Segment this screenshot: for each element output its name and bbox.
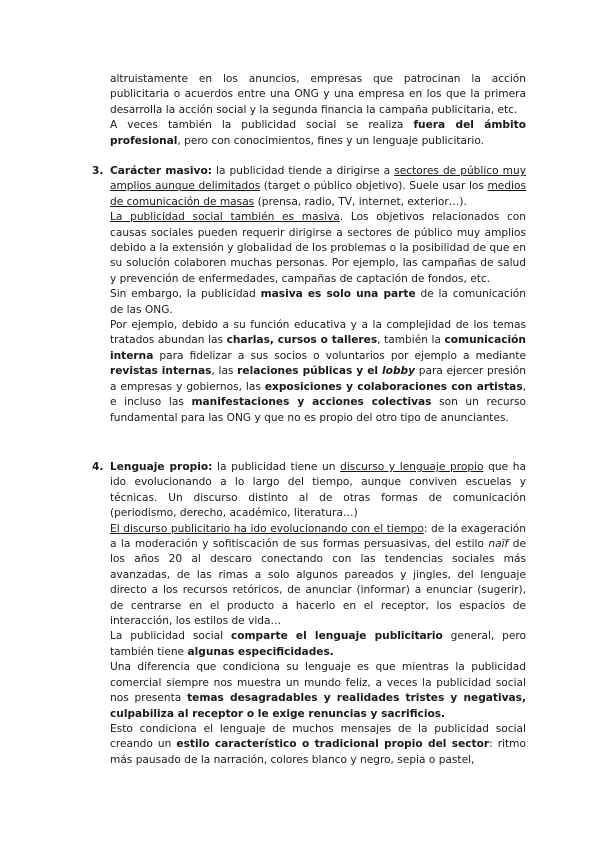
list-number-4: 4. <box>92 461 104 473</box>
list-item-3 <box>92 164 526 426</box>
item3-paragraph-1: Carácter masivo: la publicidad tiende a dirigirse a sectores de público muy amplios aunque delimitados (target o público objetivo). Suele usar los medios de comunicación de masas (prensa, radio, TV, internet, exterior…). <box>110 165 526 208</box>
item3-paragraph-4: Por ejemplo, debido a su función educativa y a la complejidad de los temas tratados abundan las charlas, cursos o talleres, también la comunicación interna para fidelizar a sus socios o voluntarios por ejemplo a mediante revistas internas, las relaciones públicas y el lobby para ejercer presión a empresas y gobiernos, las exposiciones y colaboraciones con artistas, e incluso las manifestaciones y acciones colectivas son un recurso fundamental para las ONG y que no es propio del otro tipo de anunciantes. <box>110 319 527 424</box>
list-number-3: 3. <box>92 165 104 177</box>
intro-paragraph-1: altruistamente en los anuncios, empresas que patrocinan la acción publicitaria o acuerdos entre una ONG y una empresa en los que la primera desarrolla la acción social y la segunda financia la campaña publicitaria, etc. <box>110 73 526 116</box>
intro-paragraph-2: A veces también la publicidad social se realiza fuera del ámbito profesional, pero con conocimientos, fines y un lenguaje publicitario. <box>110 119 526 147</box>
item4-paragraph-5: Esto condiciona el lenguaje de muchos mensajes de la publicidad social creando un estilo característico o tradicional propio del sector: ritmo más pausado de la narración, colores blanco y negro, sepia o pastel, <box>110 722 526 766</box>
item3-paragraph-2: La publicidad social también es masiva. Los objetivos relacionados con causas sociales pueden requerir dirigirse a sectores de público muy amplios debido a la extensión y globalidad de los problemas o la posibilidad de que en su solución colaboren muchas personas. Por ejemplo, las campañas de salud y prevención de enfermedades, campañas de captación de fondos, etc. <box>110 211 526 285</box>
item4-paragraph-4: Una diferencia que condiciona su lenguaje es que mientras la publicidad comercial siempre nos muestra un mundo feliz, a veces la publicidad social nos presenta temas desagradables y realidades tristes y negativas, culpabiliza al receptor o le exige renuncias y sacrificios. <box>110 661 526 720</box>
item4-paragraph-1: Lenguaje propio: la publicidad tiene un discurso y lenguaje propio que ha ido evolucionando a lo largo del tiempo, aunque conviven escuelas y técnicas. Un discurso distinto al de otras formas de comunicación (periodismo, derecho, académico, literatura…) <box>110 461 526 520</box>
intro-continuation <box>110 72 526 149</box>
item4-paragraph-3: La publicidad social comparte el lenguaje publicitario general, pero también tiene algunas especificidades. <box>110 630 526 658</box>
item3-paragraph-3: Sin embargo, la publicidad masiva es solo una parte de la comunicación de las ONG. <box>110 288 527 316</box>
item4-paragraph-2: El discurso publicitario ha ido evolucionando con el tiempo: de la exageración a la moderación y sofitiscación de sus formas persuasivas, del estilo naïf de los años 20 al descaro conectando con las tendencias sociales más avanzadas, de las rimas a solo algunos pareados y jingles, del lenguaje directo a los recursos retóricos, de anunciar (informar) a enunciar (sugerir), de centrarse en el producto a hacerlo en el receptor, los espacios de interacción, los estilos de vida… <box>110 522 526 628</box>
list-item-4 <box>92 460 526 768</box>
